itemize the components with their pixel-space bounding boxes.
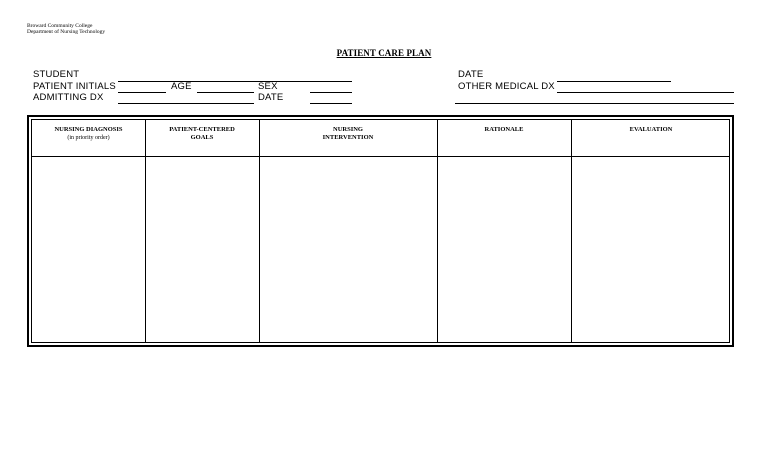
department-name: Department of Nursing Technology <box>27 29 106 35</box>
sex-label: SEX <box>258 81 278 92</box>
nursing-diagnosis-cell[interactable] <box>32 157 145 342</box>
patient-initials-field[interactable] <box>118 92 166 93</box>
age-field[interactable] <box>197 92 254 93</box>
header-patient-centered-goals <box>145 126 259 142</box>
header-intervention-line2: INTERVENTION <box>322 134 374 141</box>
date-label-left: DATE <box>258 92 284 103</box>
patient-initials-label: PATIENT INITIALS <box>33 81 116 92</box>
evaluation-cell[interactable] <box>572 157 729 342</box>
header-rationale-title: RATIONALE <box>484 126 524 133</box>
care-plan-table-inner <box>31 119 730 343</box>
header-rationale <box>437 126 571 134</box>
header-goals-line1: PATIENT-CENTERED <box>169 126 235 133</box>
date-field-right[interactable] <box>557 81 671 82</box>
admitting-dx-field[interactable] <box>118 103 254 104</box>
header-evaluation-title: EVALUATION <box>629 126 673 133</box>
sex-field[interactable] <box>310 92 352 93</box>
care-plan-table <box>27 115 734 347</box>
page-title: PATIENT CARE PLAN <box>336 48 432 58</box>
header-goals-line2: GOALS <box>190 134 214 141</box>
header-intervention-line1: NURSING <box>333 126 363 133</box>
header-nursing-intervention <box>259 126 437 142</box>
date-field-left[interactable] <box>310 103 352 104</box>
intervention-cell[interactable] <box>260 157 437 342</box>
header-nursing-diagnosis-title: NURSING DIAGNOSIS <box>54 126 123 133</box>
admitting-dx-label: ADMITTING DX <box>33 92 104 103</box>
header-nursing-diagnosis <box>32 126 145 142</box>
other-medical-dx-field-line2[interactable] <box>455 103 734 104</box>
institution-name: Broward Community College <box>27 23 93 29</box>
other-medical-dx-field[interactable] <box>557 92 734 93</box>
header-nursing-diagnosis-subtitle: (in priority order) <box>67 135 110 141</box>
student-label: STUDENT <box>33 69 80 80</box>
age-label: AGE <box>171 81 192 92</box>
header-evaluation <box>571 126 731 134</box>
rationale-cell[interactable] <box>438 157 571 342</box>
other-medical-dx-label: OTHER MEDICAL DX <box>458 81 555 92</box>
goals-cell[interactable] <box>146 157 259 342</box>
date-label-right: DATE <box>458 69 484 80</box>
student-field[interactable] <box>118 81 352 82</box>
